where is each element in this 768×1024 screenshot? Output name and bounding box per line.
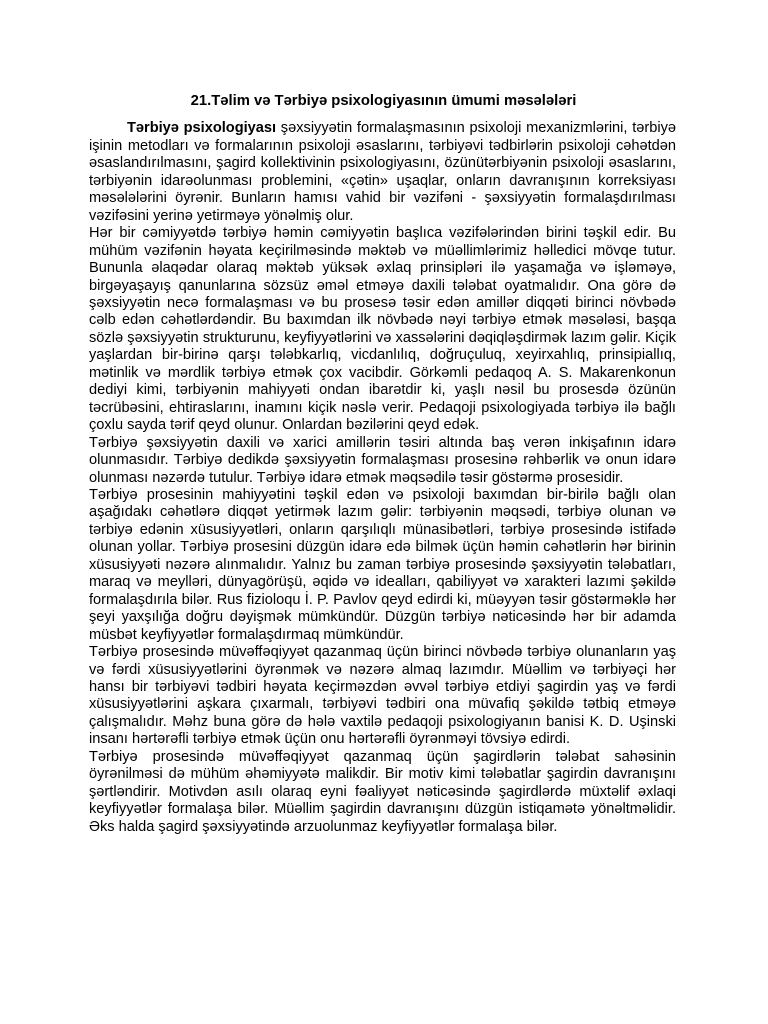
paragraph-intro: [89, 120, 676, 225]
paragraph-definition: Tərbiyə şəxsiyyətin daxili və xarici amillərin təsiri altında baş verən inkişafının idarə olunmasıdır. Tərbiyə dedikdə şəxsiyyətin formalaşması prosesinə rəhbərlik və onun idarə olunması nəzərdə tutulur. Tərbiyə idarə etmək məqsədilə təsir göstərmə prosesidir.: [89, 434, 676, 486]
document-title: 21.Təlim və Tərbiyə psixologiyasının ümumi məsələləri: [190, 93, 577, 109]
paragraph-intro-text: şəxsiyyətin formalaşmasının psixoloji mexanizmlərini, tərbiyə işinin metodları və formalarının psixoloji əsaslarını, tərbiyəvi tədbirlərin psixoloji cəhətdən əsaslandırılmasını, şagird kollektivinin psixologiyasını, özünütərbiyənin psixoloji əsaslarını, tərbiyənin idarəolunması problemini, «çətin» uşaqlar, onların davranışının korreksiyası məsələlərini öyrənir. Bunların hamısı vahid bir vəzifəni - şəxsiyyətin formalaşdırılması vəzifəsini yerinə yetirməyə yönəlmiş olur.: [89, 120, 676, 224]
paragraph-needs: Tərbiyə prosesində müvəffəqiyyət qazanmaq üçün şagirdlərin tələbat sahəsinin öyrənilməsi də mühüm əhəmiyyətə malikdir. Bir motiv kimi tələbatlar şagirdin davranışını şərtləndirir. Motivdən asılı olaraq eyni fəaliyyət nəticəsində şagirdlərdə müxtəlif əxlaqi keyfiyyətlər formalaşa bilər. Müəllim şagirdin davranışını düzgün istiqamətə yönəltməlidir. Əks halda şagird şəxsiyyətində arzuolunmaz keyfiyyətlər formalaşa bilər.: [89, 748, 676, 835]
paragraph-individual: Tərbiyə prosesində müvəffəqiyyət qazanmaq üçün birinci növbədə tərbiyə olunanların yaş və fərdi xüsusiyyətlərini öyrənmək və nəzərə almaq lazımdır. Müəllim və tərbiyəçi hər hansı bir tərbiyəvi tədbiri həyata keçirməzdən əvvəl tərbiyə etdiyi şagirdin yaş və fərdi xüsusiyyətlərini aşkara çıxarmalı, tərbiyəvi tədbiri ona müvafiq şəkildə tətbiq etməyə çalışmalıdır. Məhz buna görə də hələ vaxtilə pedaqoji psixologiyanın banisi K. D. Uşinski insanı hərtərəfli tərbiyə etmək üçün onu hərtərəfli öyrənməyi tövsiyə edirdi.: [89, 644, 676, 748]
intro-term: Tərbiyə psixologiyası: [127, 120, 277, 137]
paragraph-process: Tərbiyə prosesinin mahiyyətini təşkil edən və psixoloji baxımdan bir-birilə bağlı olan aşağıdakı cəhətlərə diqqət yetirmək lazım gəlir: tərbiyənin məqsədi, tərbiyə olunan və tərbiyə edənin xüsusiyyətləri, onların qarşılıqlı münasibətləri, tərbiyə prosesində istifadə olunan yollar. Tərbiyə prosesini düzgün idarə edə bilmək üçün həmin cəhətlərin hər birinin xüsusiyyəti nəzərə alınmalıdır. Yalnız bu zaman tərbiyə prosesində şəxsiyyətin tələbatları, maraq və meylləri, dünyagörüşü, əqidə və idealları, qabiliyyət və xarakteri lazımi şəkildə formalaşdırıla bilər. Rus fizioloqu İ. P. Pavlov qeyd edirdi ki, müəyyən təsir göstərməklə hər şeyi yaxşılığa doğru dəyişmək mümkündür. Düzgün tərbiyə nəticəsində hər bir adamda müsbət keyfiyyətlər formalaşdırmaq mümkündür.: [89, 486, 676, 643]
paragraph-society: Hər bir cəmiyyətdə tərbiyə həmin cəmiyyətin başlıca vəzifələrindən birini təşkil edir. Bu mühüm vəzifənin həyata keçirilməsində məktəb və müəllimlərimiz həlledici mövqe tutur. Bununla əlaqədar olaraq məktəb yüksək əxlaq prinsipləri ilə yaşamağa və işləməyə, birgəyaşayış qanunlarına sözsüz əməl etməyə daxili tələbat oyatmalıdır. Ona görə də şəxsiyyətin necə formalaşması və bu prosesə təsir edən amillər diqqəti birinci növbədə cəlb edən cəhətlərdəndir. Bu baxımdan ilk növbədə nəyi tərbiyə etmək məsələsi, başqa sözlə şəxsiyyətin strukturunu, keyfiyyətlərini və xassələrini dəqiqləşdirmək lazım gəlir. Kiçik yaşlardan bir-birinə qarşı tələbkarlıq, vicdanlılıq, doğruçuluq, xeyirxahlıq, prinsipiallıq, mətinlik və mərdlik tərbiyə etmək çox vacibdir. Görkəmli pedaqoq A. S. Makarenkonun dediyi kimi, tərbiyənin mahiyyəti ondan ibarətdir ki, yaşlı nəsil bu prosesdə özünün təcrübəsini, ehtiraslarını, inamını kiçik nəslə verir. Pedaqoji psixologiyada tərbiyə ilə bağlı çoxlu sayda tərif qeyd olunur. Onlardan bəzilərini qeyd edək.: [89, 225, 676, 434]
